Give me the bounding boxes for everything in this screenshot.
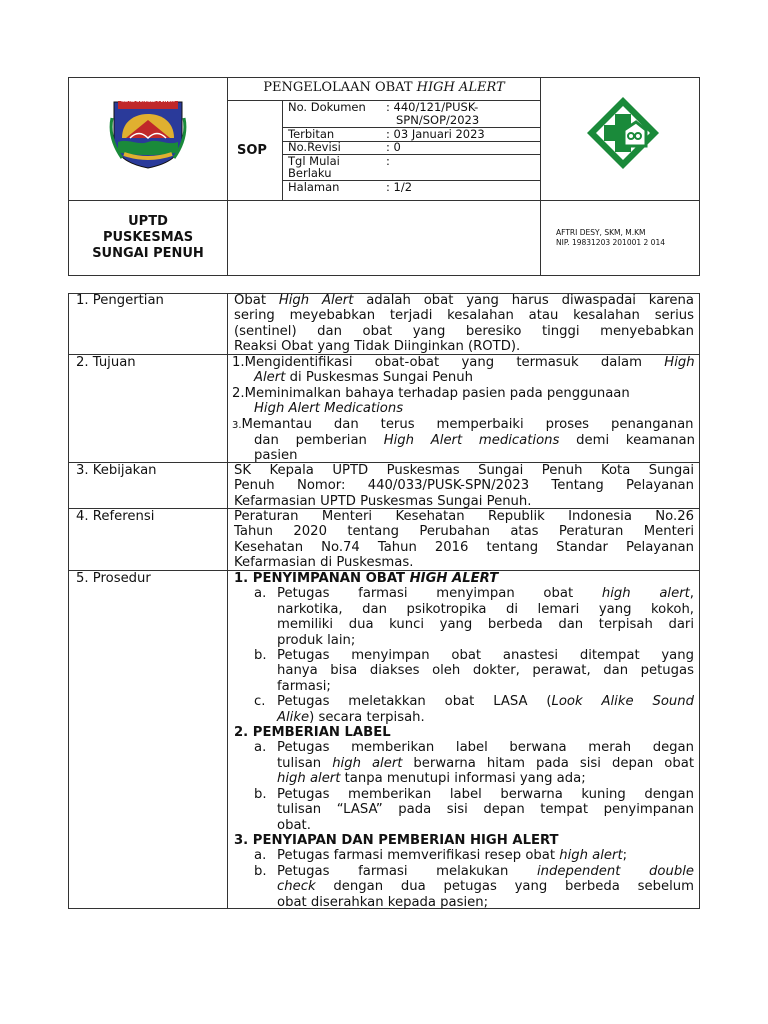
section-label-tujuan: 2. Tujuan	[76, 355, 136, 370]
header-divider	[227, 77, 228, 276]
prosedur-heading: 2. PEMBERIAN LABEL	[234, 725, 391, 741]
signer-block	[556, 228, 665, 248]
tujuan-list	[232, 355, 695, 464]
section-label-kebijakan: 3. Kebijakan	[76, 463, 157, 478]
list-item: 3.Memantau dan terus memperbaiki proses penanganan dan pemberian High Alert medications demi keamanan pasien	[232, 416, 696, 464]
content-divider	[227, 293, 228, 909]
meta-value: : 440/121/PUSK-	[386, 100, 479, 114]
meta-key: Berlaku	[288, 166, 332, 180]
prosedur-content	[234, 571, 694, 910]
header-divider	[68, 200, 700, 201]
list-item: a. Petugas farmasi menyimpan obat high alert, narkotika, dan psikotropika di lemari yang kokoh, memiliki dua kunci yang berbeda dan terpisah dari produk lain;	[254, 586, 694, 648]
list-item: b. Petugas farmasi melakukan independent double check dengan dua petugas yang berbeda sebelum obat diserahkan kepada pasien;	[254, 863, 695, 910]
header-divider	[227, 100, 540, 101]
list-item: 2.Meminimalkan bahaya terhadap pasien pada penggunaan High Alert Medications	[232, 385, 630, 417]
signer-nip: NIP. 19831203 201001 2 014	[556, 238, 665, 247]
emblem-text: KOTA SUNGAI PENUH	[121, 99, 175, 104]
list-item: b. Petugas menyimpan obat anastesi ditempat yang hanya bisa diakses oleh dokter, perawat, dan petugas farmasi;	[254, 648, 694, 694]
meta-value: : 0	[386, 140, 401, 154]
meta-value: :	[386, 154, 390, 168]
list-item: a. Petugas farmasi memverifikasi resep obat high alert;	[254, 848, 628, 864]
section-label-referensi: 4. Referensi	[76, 509, 155, 524]
meta-key: Terbitan	[288, 127, 335, 141]
list-item: b. Petugas memberikan label berwarna kuning dengan tulisan “LASA” pada sisi depan tempat penyimpanan obat.	[254, 786, 694, 833]
signer-name: AFTRI DESY, SKM, M.KM	[556, 228, 646, 237]
header-divider	[282, 100, 283, 200]
meta-value: : 1/2	[386, 180, 413, 194]
meta-key: No.Revisi	[288, 140, 341, 154]
city-emblem-icon	[108, 98, 188, 170]
list-item: c. Petugas meletakkan obat LASA (Look Alike Sound Alike) secara terpisah.	[254, 694, 694, 725]
meta-value: : 03 Januari 2023	[386, 127, 485, 141]
section-label-pengertian: 1. Pengertian	[76, 293, 164, 308]
meta-key: Halaman	[288, 180, 340, 194]
sop-label: SOP	[237, 143, 267, 158]
meta-value: SPN/SOP/2023	[396, 113, 480, 127]
puskesmas-logo-icon	[584, 94, 662, 172]
document-title: PENGELOLAAN OBAT HIGH ALERT	[263, 80, 505, 95]
list-item: a. Petugas memberikan label berwana merah degan tulisan high alert berwarna hitam pada sisi depan obat high alert tanpa menutupi informasi yang ada;	[254, 740, 694, 787]
header-divider	[540, 77, 541, 276]
kebijakan-text: SK Kepala UPTD Puskesmas Sungai Penuh Kota Sungai Penuh Nomor: 440/033/PUSK-SPN/2023 Tentang Pelayanan Kefarmasian UPTD Puskesmas Sungai Penuh.	[234, 463, 694, 509]
prosedur-heading: 1. PENYIMPANAN OBAT HIGH ALERT	[234, 571, 499, 586]
pengertian-text: Obat High Alert adalah obat yang harus diwaspadai karena sering meyebabkan terjadi kesalahan atau kesalahan serius (sentinel) dan obat yang beresiko tinggi menyebabkan Reaksi Obat yang Tidak Diinginkan (ROTD).	[234, 293, 694, 355]
organization-name: UPTD PUSKESMAS SUNGAI PENUH	[92, 214, 204, 261]
prosedur-heading: 3. PENYIAPAN DAN PEMBERIAN HIGH ALERT	[234, 832, 559, 848]
meta-key: Tgl Mulai	[288, 154, 340, 168]
list-item: 1.Mengidentifikasi obat-obat yang termasuk dalam High Alert di Puskesmas Sungai Penuh	[232, 355, 695, 386]
meta-key: No. Dokumen	[288, 100, 366, 114]
section-label-prosedur: 5. Prosedur	[76, 571, 151, 586]
referensi-text: Peraturan Menteri Kesehatan Republik Indonesia No.26 Tahun 2020 tentang Perubahan atas Peraturan Menteri Kesehatan No.74 Tahun 2016 tentang Standar Pelayanan Kefarmasian di Puskesmas.	[234, 509, 694, 571]
